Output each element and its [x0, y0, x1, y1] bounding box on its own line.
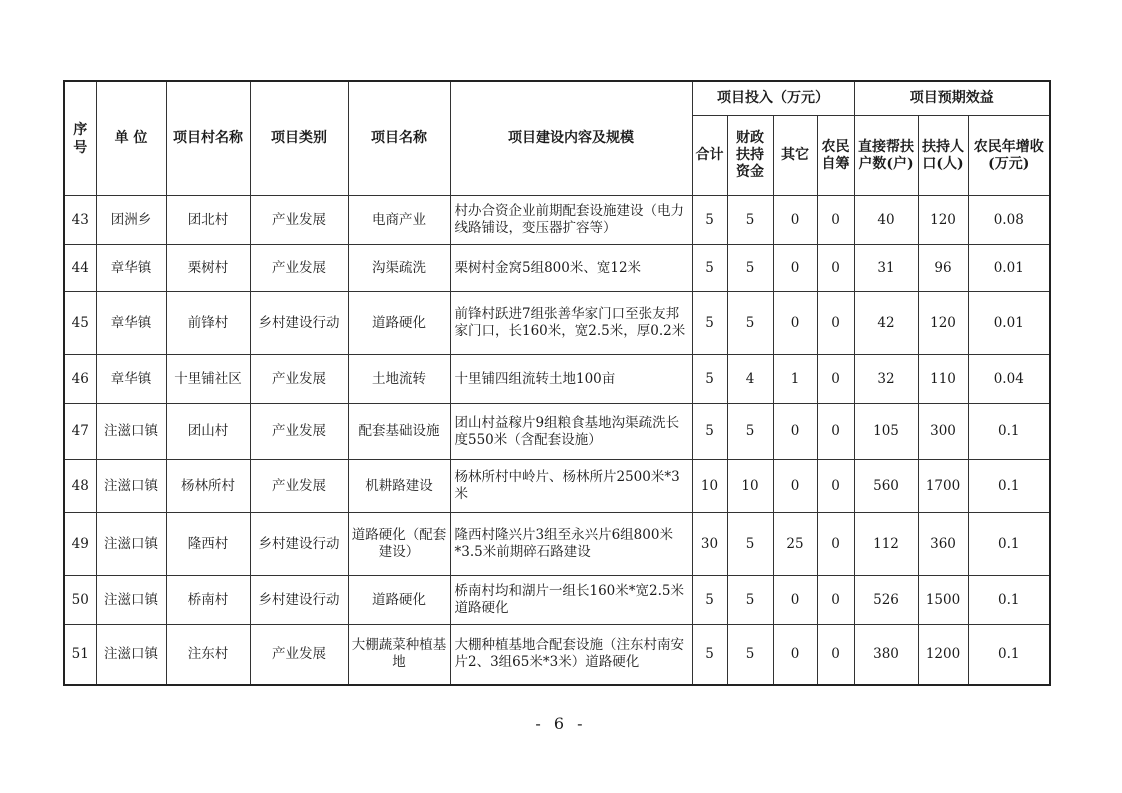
cell-population: 1700 [918, 460, 968, 513]
cell-seq: 44 [64, 245, 96, 292]
cell-seq: 51 [64, 625, 96, 685]
cell-unit: 注滋口镇 [96, 404, 166, 460]
cell-seq: 50 [64, 576, 96, 625]
cell-income: 0.01 [968, 292, 1050, 355]
cell-other: 1 [773, 355, 817, 404]
cell-farmer: 0 [817, 404, 854, 460]
cell-content: 团山村益稼片9组粮食基地沟渠疏洗长度550米（含配套设施） [450, 404, 692, 460]
cell-seq: 45 [64, 292, 96, 355]
cell-village: 团北村 [166, 196, 250, 245]
cell-name: 配套基础设施 [348, 404, 450, 460]
table-row [64, 625, 1050, 685]
cell-other: 0 [773, 292, 817, 355]
cell-village: 隆西村 [166, 513, 250, 576]
cell-unit: 注滋口镇 [96, 625, 166, 685]
header-households: 直接帮扶户数(户) [854, 116, 918, 196]
cell-content: 村办合资企业前期配套设施建设（电力线路铺设，变压器扩容等） [450, 196, 692, 245]
cell-farmer: 0 [817, 245, 854, 292]
table-row [64, 404, 1050, 460]
cell-seq: 43 [64, 196, 96, 245]
header-benefit-group: 项目预期效益 [854, 81, 1050, 116]
cell-total: 5 [692, 196, 727, 245]
cell-total: 5 [692, 404, 727, 460]
cell-seq: 46 [64, 355, 96, 404]
cell-population: 360 [918, 513, 968, 576]
cell-village: 杨林所村 [166, 460, 250, 513]
cell-fiscal: 4 [727, 355, 773, 404]
cell-unit: 团洲乡 [96, 196, 166, 245]
cell-category: 乡村建设行动 [250, 576, 348, 625]
cell-fiscal: 5 [727, 292, 773, 355]
cell-content: 桥南村均和湖片一组长160米*宽2.5米道路硬化 [450, 576, 692, 625]
cell-fiscal: 5 [727, 625, 773, 685]
cell-category: 产业发展 [250, 625, 348, 685]
cell-name: 道路硬化 [348, 576, 450, 625]
header-farmer: 农民自筹 [817, 116, 854, 196]
header-seq: 序号 [64, 81, 96, 196]
table-row [64, 576, 1050, 625]
cell-population: 120 [918, 196, 968, 245]
cell-content: 前锋村跃进7组张善华家门口至张友邦家门口，长160米，宽2.5米，厚0.2米 [450, 292, 692, 355]
header-population: 扶持人口(人) [918, 116, 968, 196]
cell-village: 注东村 [166, 625, 250, 685]
cell-households: 32 [854, 355, 918, 404]
cell-category: 产业发展 [250, 355, 348, 404]
cell-village: 十里铺社区 [166, 355, 250, 404]
cell-name: 机耕路建设 [348, 460, 450, 513]
cell-fiscal: 5 [727, 404, 773, 460]
cell-unit: 注滋口镇 [96, 576, 166, 625]
header-unit: 单 位 [96, 81, 166, 196]
cell-farmer: 0 [817, 355, 854, 404]
cell-total: 5 [692, 245, 727, 292]
cell-name: 道路硬化（配套建设） [348, 513, 450, 576]
cell-income: 0.1 [968, 404, 1050, 460]
cell-other: 25 [773, 513, 817, 576]
cell-farmer: 0 [817, 513, 854, 576]
cell-village: 桥南村 [166, 576, 250, 625]
table-row [64, 355, 1050, 404]
cell-category: 产业发展 [250, 460, 348, 513]
cell-farmer: 0 [817, 460, 854, 513]
header-content: 项目建设内容及规模 [450, 81, 692, 196]
cell-households: 560 [854, 460, 918, 513]
cell-population: 1500 [918, 576, 968, 625]
cell-total: 30 [692, 513, 727, 576]
cell-fiscal: 5 [727, 576, 773, 625]
header-fiscal: 财政扶持资金 [727, 116, 773, 196]
cell-fiscal: 5 [727, 513, 773, 576]
cell-other: 0 [773, 196, 817, 245]
cell-fiscal: 5 [727, 196, 773, 245]
cell-population: 110 [918, 355, 968, 404]
table-row [64, 513, 1050, 576]
cell-name: 电商产业 [348, 196, 450, 245]
header-income: 农民年增收(万元) [968, 116, 1050, 196]
cell-households: 105 [854, 404, 918, 460]
cell-income: 0.1 [968, 576, 1050, 625]
cell-name: 沟渠疏洗 [348, 245, 450, 292]
cell-name: 土地流转 [348, 355, 450, 404]
cell-unit: 章华镇 [96, 355, 166, 404]
cell-total: 5 [692, 355, 727, 404]
cell-income: 0.1 [968, 625, 1050, 685]
cell-other: 0 [773, 576, 817, 625]
cell-seq: 48 [64, 460, 96, 513]
cell-unit: 章华镇 [96, 245, 166, 292]
page-number: - 6 - [535, 714, 587, 733]
table-row [64, 196, 1050, 245]
cell-content: 隆西村隆兴片3组至永兴片6组800米*3.5米前期碎石路建设 [450, 513, 692, 576]
cell-unit: 注滋口镇 [96, 513, 166, 576]
cell-population: 1200 [918, 625, 968, 685]
cell-content: 杨林所村中岭片、杨林所片2500米*3米 [450, 460, 692, 513]
cell-farmer: 0 [817, 196, 854, 245]
cell-population: 300 [918, 404, 968, 460]
cell-farmer: 0 [817, 625, 854, 685]
cell-category: 乡村建设行动 [250, 292, 348, 355]
cell-households: 380 [854, 625, 918, 685]
cell-households: 112 [854, 513, 918, 576]
cell-farmer: 0 [817, 292, 854, 355]
cell-income: 0.08 [968, 196, 1050, 245]
cell-farmer: 0 [817, 576, 854, 625]
cell-population: 96 [918, 245, 968, 292]
cell-population: 120 [918, 292, 968, 355]
cell-seq: 49 [64, 513, 96, 576]
cell-unit: 章华镇 [96, 292, 166, 355]
cell-total: 5 [692, 576, 727, 625]
cell-households: 40 [854, 196, 918, 245]
cell-other: 0 [773, 245, 817, 292]
cell-content: 十里铺四组流转土地100亩 [450, 355, 692, 404]
project-table [63, 80, 1051, 686]
cell-households: 42 [854, 292, 918, 355]
table-row [64, 460, 1050, 513]
header-category: 项目类别 [250, 81, 348, 196]
header-investment-group: 项目投入（万元） [692, 81, 854, 116]
cell-other: 0 [773, 625, 817, 685]
header-other: 其它 [773, 116, 817, 196]
cell-name: 道路硬化 [348, 292, 450, 355]
cell-income: 0.01 [968, 245, 1050, 292]
cell-unit: 注滋口镇 [96, 460, 166, 513]
cell-category: 产业发展 [250, 245, 348, 292]
cell-name: 大棚蔬菜种植基地 [348, 625, 450, 685]
header-village: 项目村名称 [166, 81, 250, 196]
cell-income: 0.1 [968, 513, 1050, 576]
cell-income: 0.1 [968, 460, 1050, 513]
cell-total: 5 [692, 625, 727, 685]
cell-other: 0 [773, 404, 817, 460]
cell-fiscal: 10 [727, 460, 773, 513]
cell-fiscal: 5 [727, 245, 773, 292]
cell-households: 31 [854, 245, 918, 292]
cell-seq: 47 [64, 404, 96, 460]
cell-village: 栗树村 [166, 245, 250, 292]
cell-income: 0.04 [968, 355, 1050, 404]
table-row [64, 245, 1050, 292]
cell-village: 团山村 [166, 404, 250, 460]
table-body [64, 196, 1050, 685]
cell-content: 栗树村金窝5组800米、宽12米 [450, 245, 692, 292]
cell-category: 乡村建设行动 [250, 513, 348, 576]
cell-households: 526 [854, 576, 918, 625]
cell-village: 前锋村 [166, 292, 250, 355]
header-total: 合计 [692, 116, 727, 196]
table-row [64, 292, 1050, 355]
cell-category: 产业发展 [250, 196, 348, 245]
header-project-name: 项目名称 [348, 81, 450, 196]
cell-total: 5 [692, 292, 727, 355]
cell-other: 0 [773, 460, 817, 513]
cell-total: 10 [692, 460, 727, 513]
cell-category: 产业发展 [250, 404, 348, 460]
cell-content: 大棚种植基地合配套设施（注东村南安片2、3组65米*3米）道路硬化 [450, 625, 692, 685]
